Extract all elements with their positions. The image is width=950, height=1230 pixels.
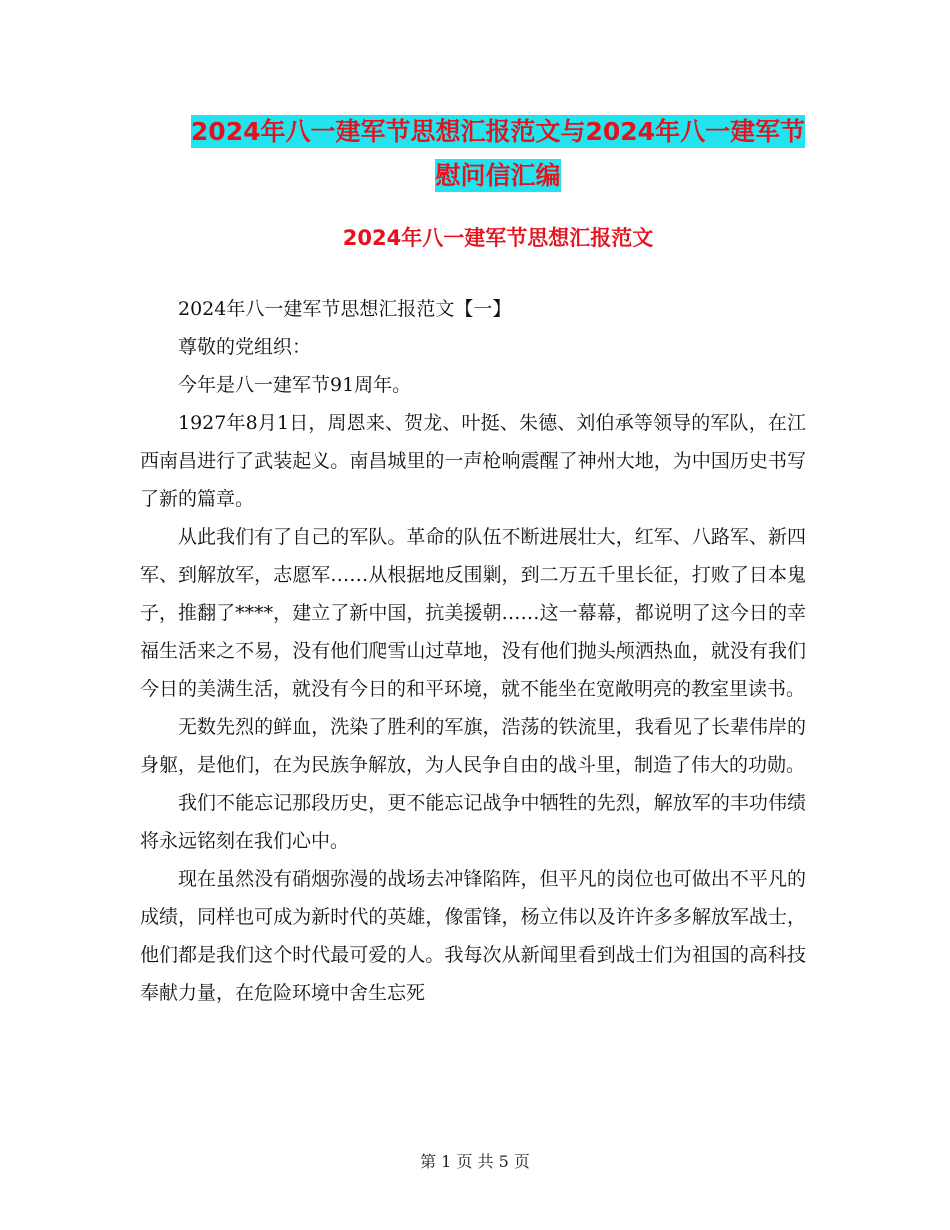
paragraph: 无数先烈的鲜血，洗染了胜利的军旗，浩荡的铁流里，我看见了长辈伟岸的身躯，是他们，在为民族争解放，为人民争自由的战斗里，制造了伟大的功勋。 <box>140 716 806 776</box>
paragraph: 今年是八一建军节91周年。 <box>178 374 412 396</box>
paragraph-subtitle: 2024年八一建军节思想汇报范文【一】 <box>178 298 512 320</box>
document-title-line-2: 慰问信汇编 <box>435 161 561 190</box>
paragraph: 1927年8月1日，周恩来、贺龙、叶挺、朱德、刘伯承等领导的军队，在江西南昌进行了武装起义。南昌城里的一声枪响震醒了神州大地，为中国历史书写了新的篇章。 <box>140 412 806 510</box>
paragraph: 我们不能忘记那段历史，更不能忘记战争中牺牲的先烈，解放军的丰功伟绩将永远铭刻在我们心中。 <box>140 792 806 852</box>
document-body <box>140 290 806 1012</box>
page-footer: 第 1 页 共 5 页 <box>420 1152 530 1171</box>
paragraph-salutation: 尊敬的党组织： <box>178 336 312 358</box>
document-title <box>140 110 856 198</box>
section-heading: 2024年八一建军节思想汇报范文 <box>342 226 654 250</box>
paragraph: 现在虽然没有硝烟弥漫的战场去冲锋陷阵，但平凡的岗位也可做出不平凡的成绩，同样也可成为新时代的英雄，像雷锋，杨立伟以及许许多多解放军战士，他们都是我们这个时代最可爱的人。我每次从新闻里看到战士们为祖国的高科技奉献力量，在危险环境中舍生忘死 <box>140 868 806 1004</box>
paragraph: 从此我们有了自己的军队。革命的队伍不断进展壮大，红军、八路军、新四军、到解放军，志愿军……从根据地反围剿，到二万五千里长征，打败了日本鬼子，推翻了****，建立了新中国，抗美援朝……这一幕幕，都说明了这今日的幸福生活来之不易，没有他们爬雪山过草地，没有他们抛头颅洒热血，就没有我们今日的美满生活，就没有今日的和平环境，就不能坐在宽敞明亮的教室里读书。 <box>140 526 806 700</box>
document-title-line-1: 2024年八一建军节思想汇报范文与2024年八一建军节 <box>190 117 806 146</box>
